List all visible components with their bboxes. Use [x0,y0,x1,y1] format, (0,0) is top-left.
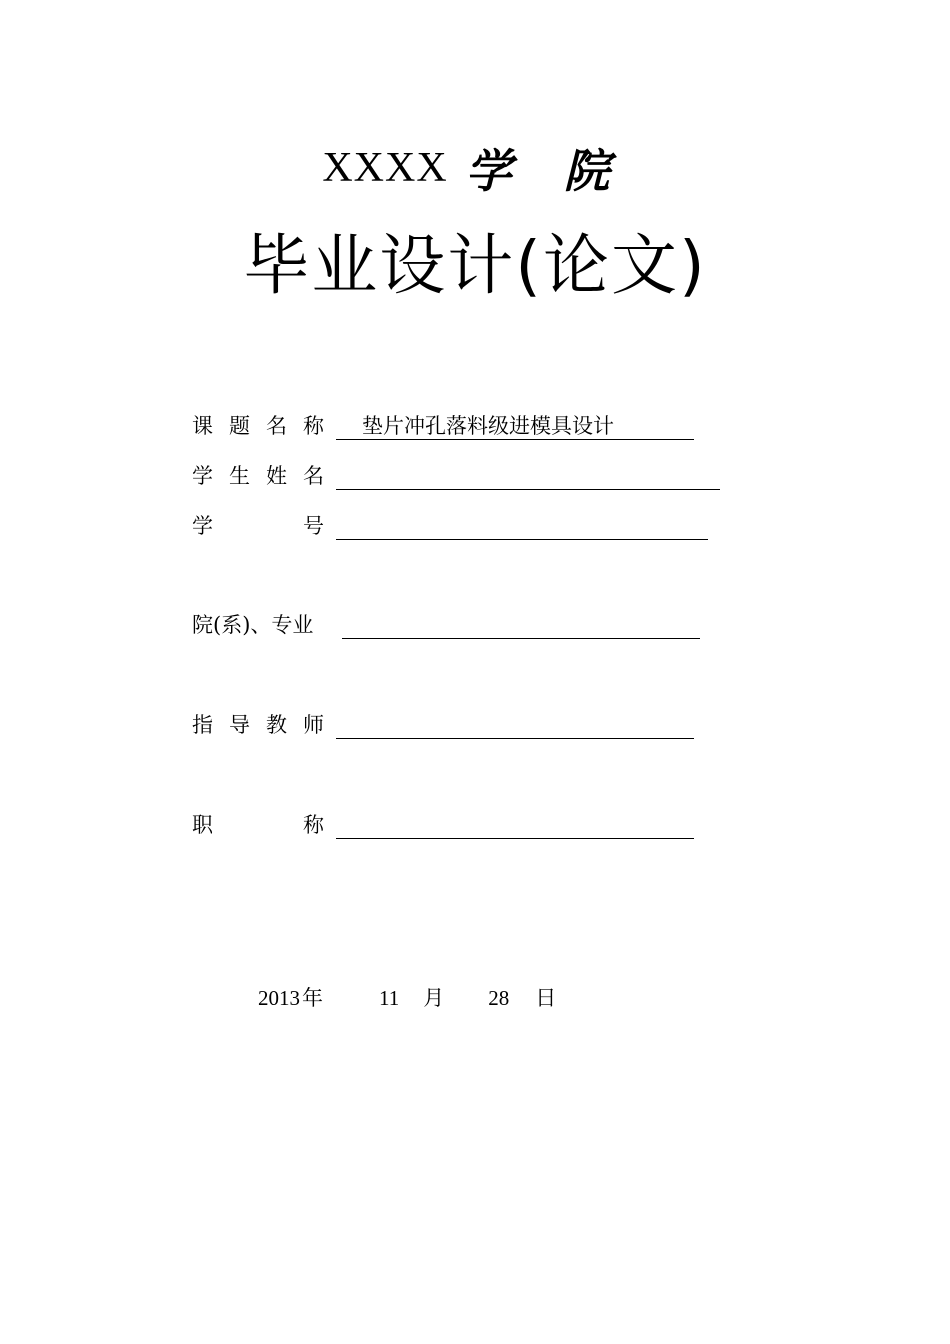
date-month-unit: 月 [423,986,445,1010]
date-year-unit: 年 [302,986,323,1010]
topic-label: 课 题 名 称 [192,414,324,438]
advisor-row [192,705,694,739]
topic-row [192,406,694,440]
student-name-value[interactable] [336,462,720,490]
college-prefix: XXXX [322,145,448,191]
department-value[interactable] [342,611,700,639]
department-label: 院(系)、专业 [192,613,314,637]
date-year: 2013 [258,986,300,1010]
college-heading [0,135,950,201]
title-rank-row [192,805,694,839]
student-name-label: 学 生 姓 名 [192,464,324,488]
student-id-value[interactable] [336,512,708,540]
college-name: 学 院 [465,144,628,198]
advisor-label: 指 导 教 师 [192,713,324,737]
date-month: 11 [379,986,400,1010]
title-rank-label: 职 称 [192,813,324,837]
department-row [192,605,700,639]
student-id-label: 学 号 [192,514,324,538]
student-name-row [192,456,720,490]
date-day: 28 [488,986,510,1010]
advisor-value[interactable] [336,711,694,739]
document-title: 毕业设计(论文) [243,227,707,304]
topic-value[interactable]: 垫片冲孔落料级进模具设计 [336,412,694,440]
submission-date [258,984,556,1012]
date-day-unit: 日 [535,986,557,1010]
title-rank-value[interactable] [336,811,694,839]
student-id-row [192,506,708,540]
